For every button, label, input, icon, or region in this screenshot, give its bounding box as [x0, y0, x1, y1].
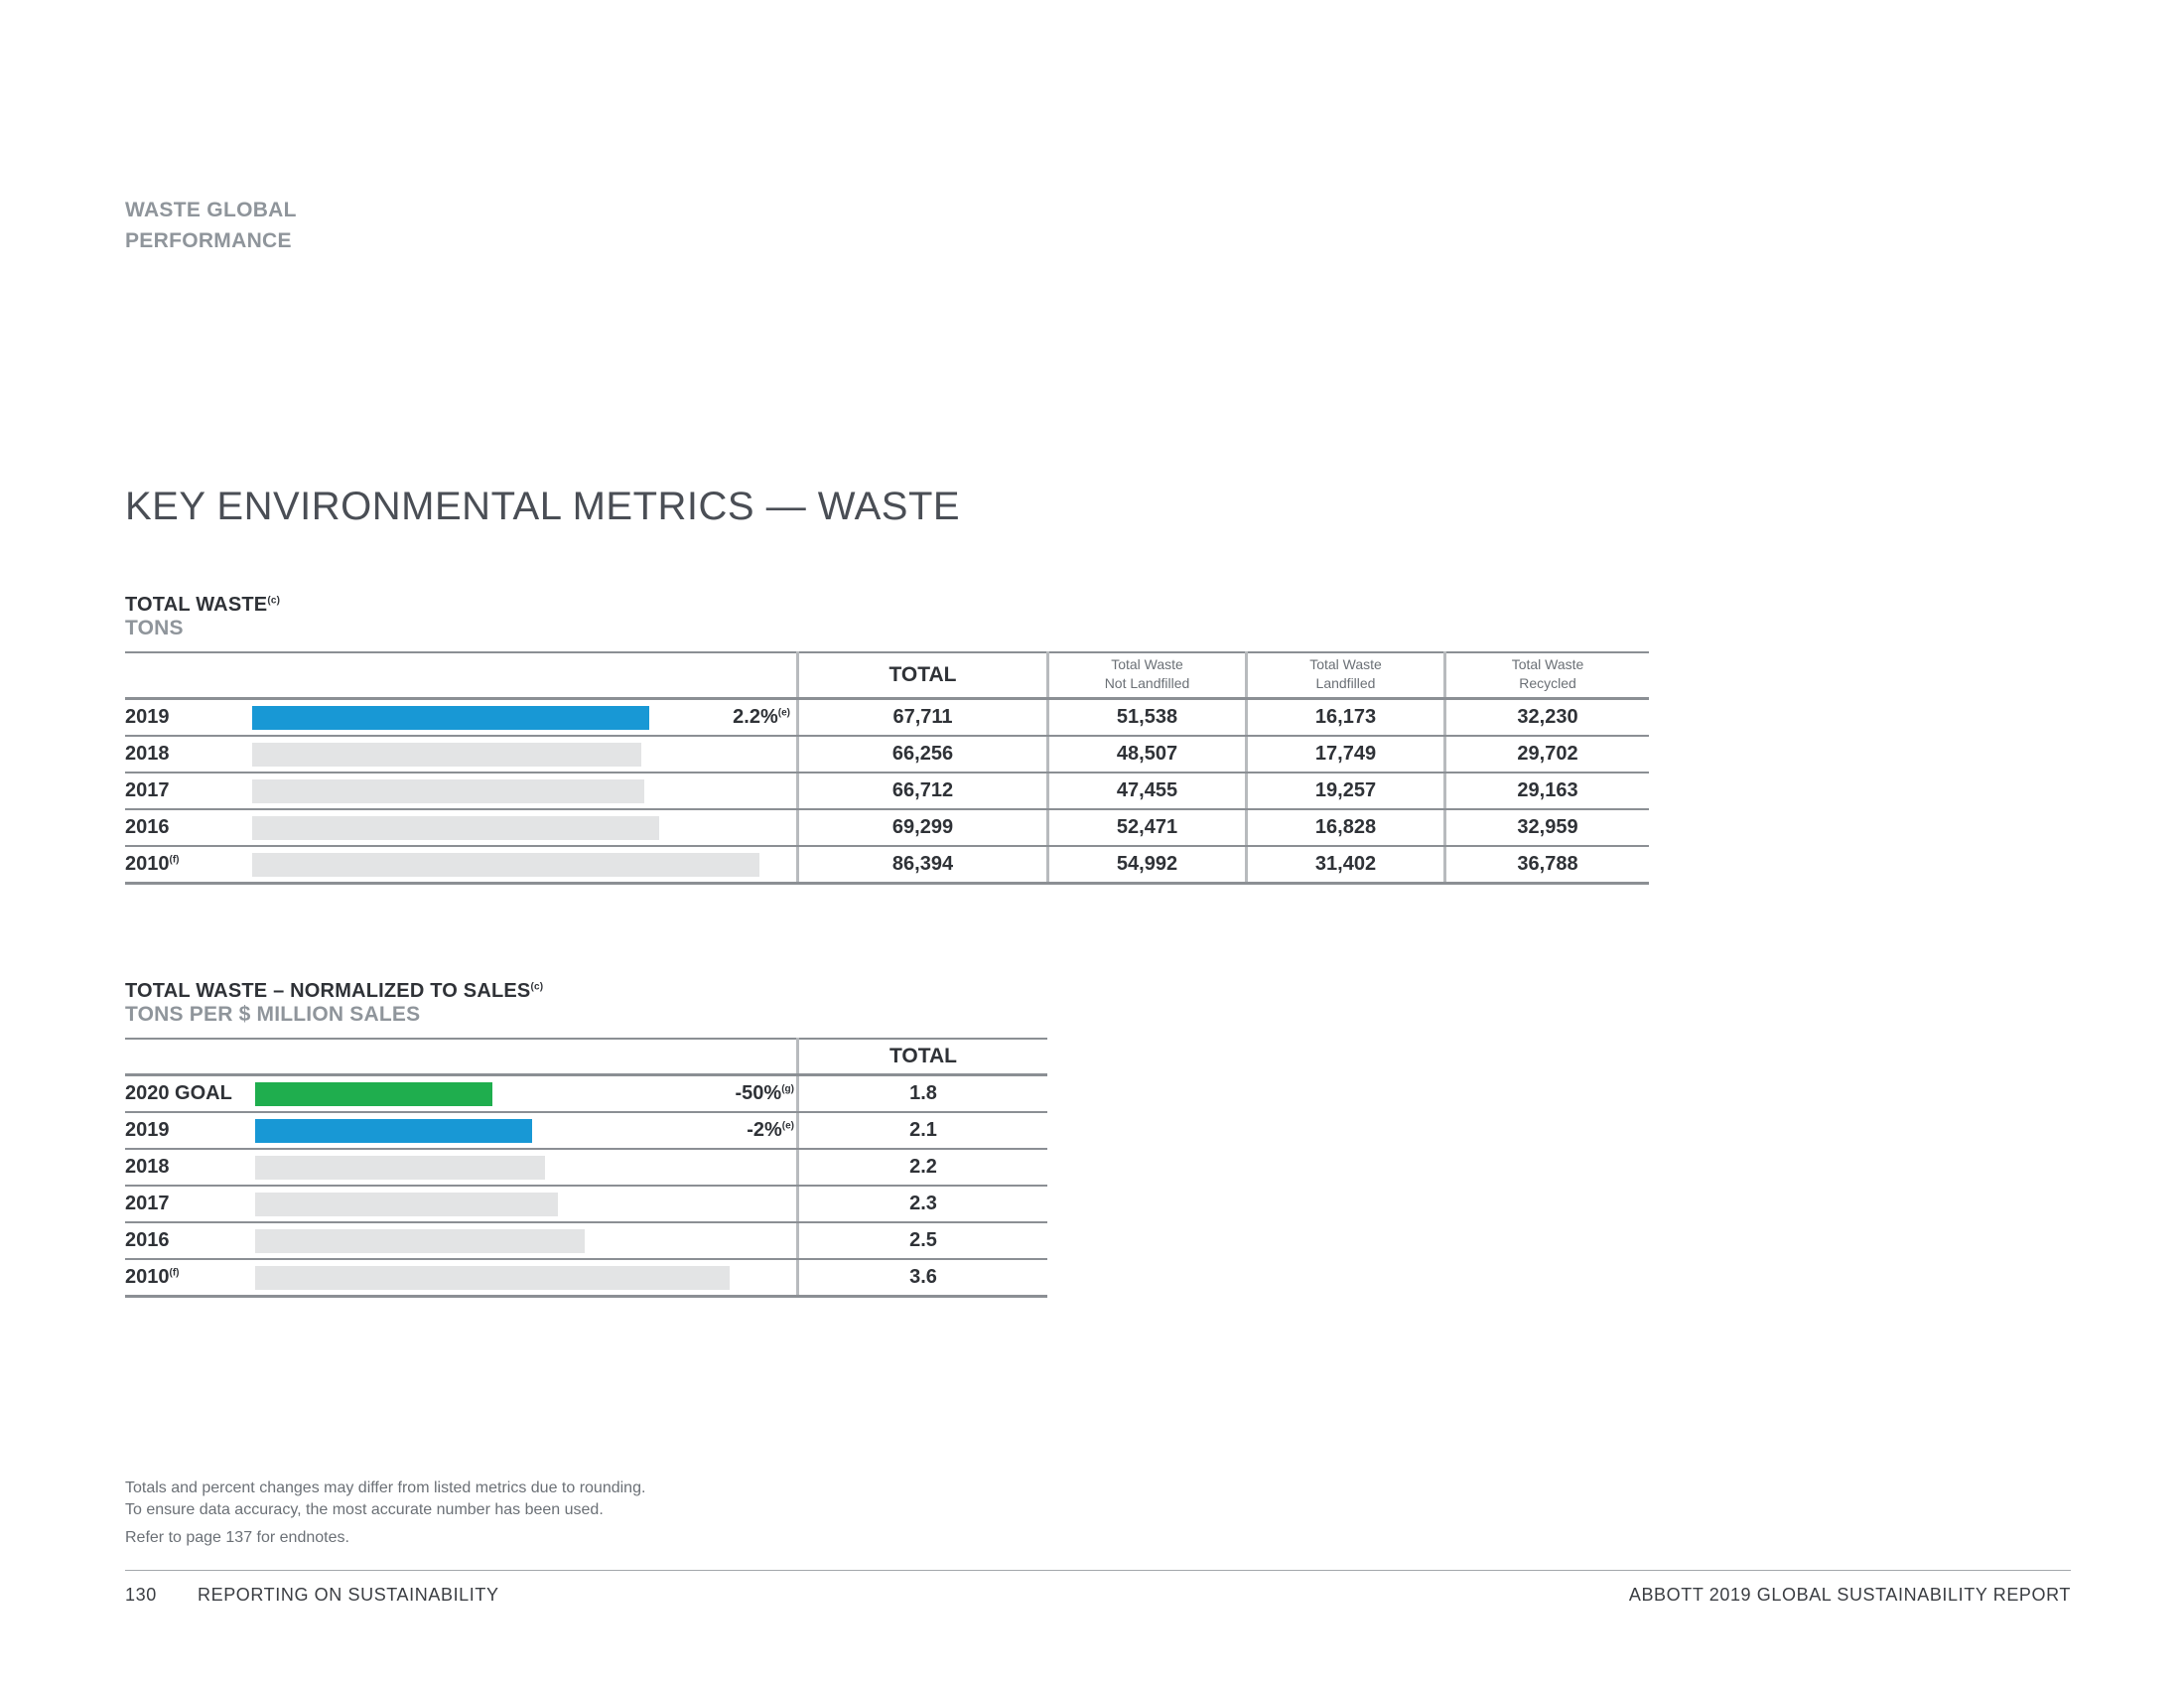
header-line: Total Waste [1309, 656, 1382, 672]
row-percent-change [747, 1119, 794, 1142]
cell-landfilled: 16,828 [1314, 816, 1377, 838]
table2-title-note: (c) [530, 981, 544, 993]
cell-total: 1.8 [909, 1082, 937, 1104]
cell-total: 86,394 [891, 853, 954, 875]
cell-recycled: 36,788 [1517, 853, 1578, 875]
cell-not-landfilled: 52,471 [1116, 816, 1178, 838]
row-year [125, 1229, 170, 1252]
table-row [125, 1076, 1047, 1113]
section-label-line-2: PERFORMANCE [125, 229, 292, 252]
header-line: Total Waste [1111, 656, 1183, 672]
table-row [125, 847, 1649, 884]
row-percent-text: -2% [747, 1119, 782, 1141]
row-year [125, 853, 180, 876]
footer-rule [125, 1570, 2071, 1571]
row-year-note: (f) [169, 854, 180, 866]
table2-top-rule [125, 1038, 1047, 1040]
table1-header-not-landfilled [1049, 655, 1245, 693]
row-percent-text: -50% [735, 1082, 782, 1104]
cell-landfilled: 19,257 [1314, 779, 1377, 801]
header-line: Total Waste [1511, 656, 1584, 672]
cell-not-landfilled: 51,538 [1116, 706, 1178, 728]
footer-page-number: 130 [125, 1585, 157, 1605]
cell-landfilled: 16,173 [1314, 706, 1377, 728]
table1-title-note: (c) [267, 595, 281, 607]
row-year [125, 743, 170, 766]
table-row [125, 1260, 1047, 1297]
table1-header-landfilled [1248, 655, 1443, 693]
row-year-text: 2016 [125, 816, 170, 838]
row-bar [255, 1266, 730, 1290]
table2-heading [125, 980, 543, 1027]
table-row [125, 700, 1649, 737]
page-title: KEY ENVIRONMENTAL METRICS — WASTE [125, 485, 961, 528]
section-label-line-1: WASTE GLOBAL [125, 199, 297, 221]
row-year-text: 2010 [125, 853, 170, 875]
table2-subtitle: TONS PER $ MILLION SALES [125, 1003, 421, 1026]
row-year-text: 2018 [125, 1156, 170, 1178]
row-year [125, 1193, 170, 1215]
row-bar [255, 1229, 585, 1253]
row-bar [252, 706, 649, 730]
table-row [125, 1223, 1047, 1260]
row-bar [255, 1119, 532, 1143]
header-line: Recycled [1519, 675, 1576, 691]
row-year-text: 2020 GOAL [125, 1082, 232, 1104]
row-year [125, 1119, 170, 1142]
cell-total: 2.5 [909, 1229, 937, 1251]
cell-not-landfilled: 54,992 [1116, 853, 1178, 875]
row-year [125, 1082, 232, 1105]
header-line: Landfilled [1315, 675, 1376, 691]
row-percent-text: 2.2% [733, 706, 778, 728]
table-row [125, 810, 1649, 847]
row-percent-change [733, 706, 790, 729]
row-year [125, 816, 170, 839]
table1-subtitle: TONS [125, 617, 184, 639]
row-bar [252, 853, 759, 877]
cell-landfilled: 31,402 [1314, 853, 1377, 875]
table-row [125, 774, 1649, 810]
cell-landfilled: 17,749 [1314, 743, 1377, 765]
footer-section: REPORTING ON SUSTAINABILITY [198, 1585, 499, 1605]
table-row [125, 1150, 1047, 1187]
table2-bottom-rule [125, 1295, 1047, 1298]
row-year [125, 779, 170, 802]
cell-total: 69,299 [891, 816, 954, 838]
row-bar [252, 779, 644, 803]
cell-total: 67,711 [892, 706, 953, 728]
row-bar [255, 1156, 545, 1180]
table1-top-rule [125, 651, 1649, 653]
table2-title [125, 980, 543, 1003]
row-percent-note: (e) [777, 707, 790, 719]
footnote-accuracy: To ensure data accuracy, the most accurate number has been used. [125, 1501, 604, 1518]
table-row [125, 737, 1649, 774]
row-year-text: 2018 [125, 743, 170, 765]
row-year-text: 2010 [125, 1266, 170, 1288]
table1-title-text: TOTAL WASTE [125, 594, 268, 616]
row-year-text: 2019 [125, 706, 170, 728]
table1-title [125, 594, 280, 617]
table1-header-total: TOTAL [888, 663, 957, 686]
footer-report-title: ABBOTT 2019 GLOBAL SUSTAINABILITY REPORT [1628, 1585, 2071, 1605]
header-line: Not Landfilled [1104, 675, 1190, 691]
cell-recycled: 32,230 [1517, 706, 1578, 728]
row-percent-note: (g) [781, 1083, 794, 1095]
cell-recycled: 29,702 [1517, 743, 1578, 765]
row-year-text: 2017 [125, 1193, 170, 1214]
cell-total: 2.2 [909, 1156, 937, 1178]
row-year-text: 2016 [125, 1229, 170, 1251]
table2-title-text: TOTAL WASTE – NORMALIZED TO SALES [125, 980, 531, 1002]
table-row [125, 1113, 1047, 1150]
cell-not-landfilled: 48,507 [1116, 743, 1178, 765]
table-row [125, 1187, 1047, 1223]
row-bar [255, 1082, 492, 1106]
row-bar [252, 743, 641, 767]
row-bar [255, 1193, 558, 1216]
footnote-rounding: Totals and percent changes may differ from listed metrics due to rounding. [125, 1479, 646, 1496]
row-year-text: 2017 [125, 779, 170, 801]
row-percent-note: (e) [781, 1120, 794, 1132]
row-year [125, 1266, 180, 1289]
cell-total: 2.1 [909, 1119, 937, 1141]
cell-total: 66,712 [891, 779, 954, 801]
row-year-text: 2019 [125, 1119, 170, 1141]
section-label [125, 195, 297, 256]
table1-header-recycled [1446, 655, 1649, 693]
cell-total: 3.6 [909, 1266, 937, 1288]
cell-total: 2.3 [909, 1193, 937, 1214]
table2-header-total: TOTAL [888, 1045, 958, 1067]
footnote-endnotes: Refer to page 137 for endnotes. [125, 1529, 349, 1546]
cell-recycled: 29,163 [1517, 779, 1578, 801]
cell-not-landfilled: 47,455 [1116, 779, 1178, 801]
row-bar [252, 816, 659, 840]
table1-bottom-rule [125, 882, 1649, 885]
row-percent-change [736, 1082, 794, 1105]
row-year [125, 1156, 170, 1179]
table1-heading [125, 594, 280, 640]
row-year [125, 706, 170, 729]
row-year-note: (f) [169, 1267, 180, 1279]
cell-recycled: 32,959 [1517, 816, 1578, 838]
cell-total: 66,256 [891, 743, 954, 765]
